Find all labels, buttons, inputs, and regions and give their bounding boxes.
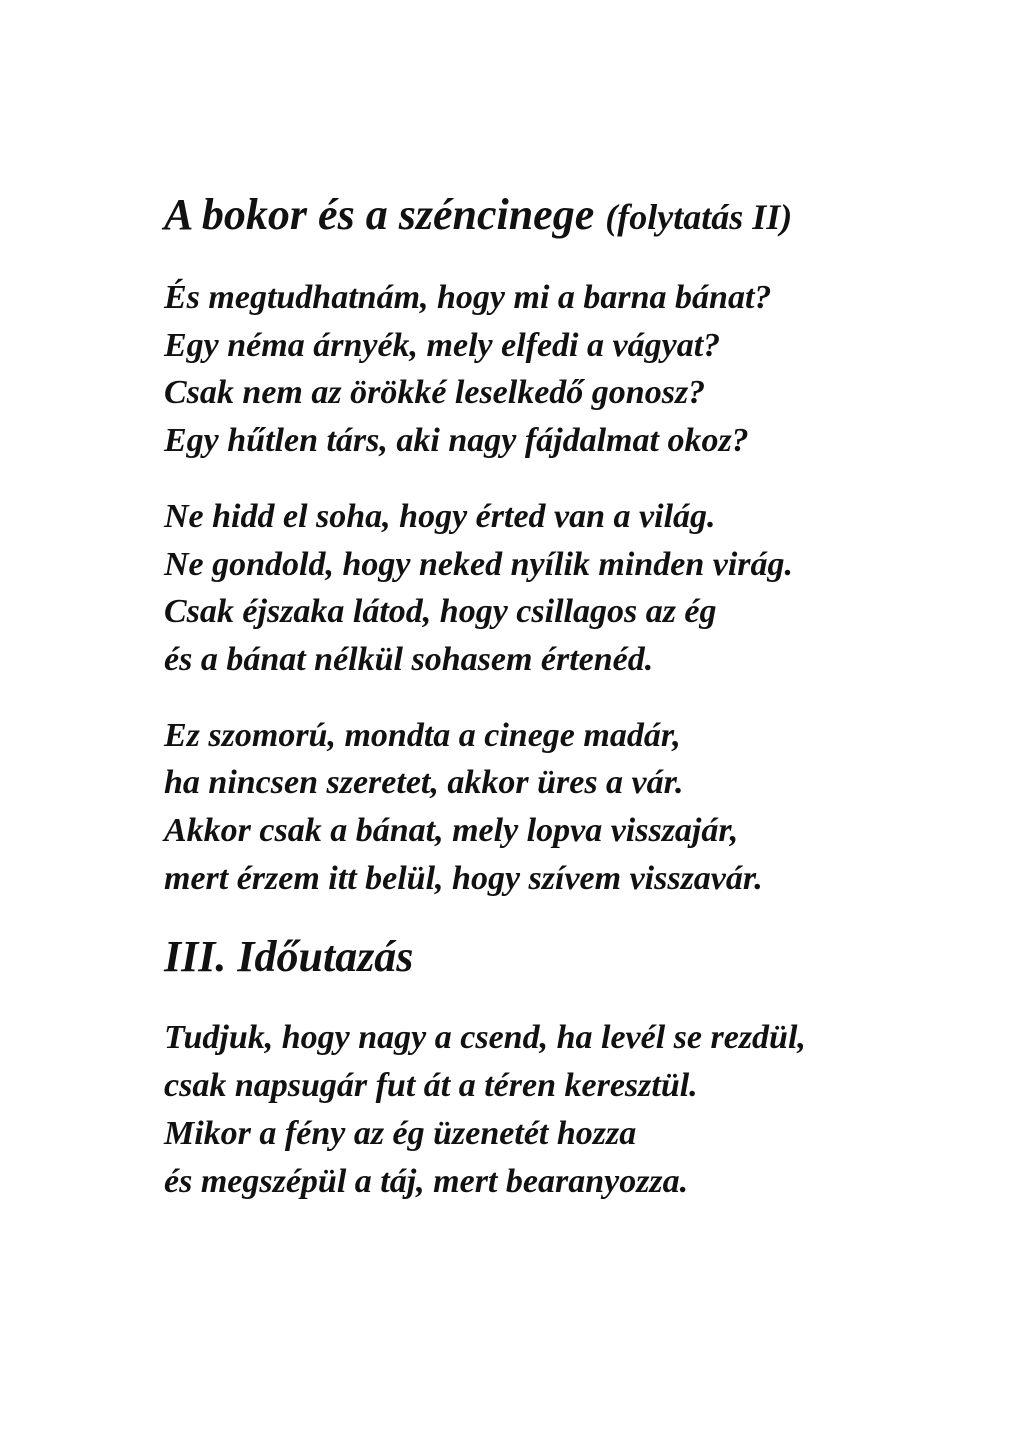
stanza-line: és megszépül a táj, mert bearanyozza. (164, 1162, 689, 1200)
stanza-line: ha nincsen szeretet, akkor üres a vár. (164, 764, 684, 802)
stanza-line: csak napsugár fut át a téren keresztül. (164, 1067, 698, 1105)
stanza-3 (164, 712, 964, 903)
poem-title-main: A bokor és a széncinege (164, 190, 595, 239)
stanza-line: Csak éjszaka látod, hogy csillagos az ég (164, 593, 717, 631)
stanza-line: mert érzem itt belül, hogy szívem visszavár. (164, 859, 763, 897)
stanza-line: és a bánat nélkül sohasem értenéd. (164, 640, 654, 678)
stanza-line: Tudjuk, hogy nagy a csend, ha levél se rezdül, (164, 1019, 806, 1057)
stanza-line: Mikor a fény az ég üzenetét hozza (164, 1114, 637, 1152)
stanza-line: Ne gondold, hogy neked nyílik minden virág. (164, 545, 793, 583)
stanza-line: Csak nem az örökké leselkedő gonosz? (164, 374, 706, 412)
stanza-line: Akkor csak a bánat, mely lopva visszajár, (164, 812, 739, 850)
stanza-line: És megtudhatnám, hogy mi a barna bánat? (164, 279, 772, 316)
stanza-2 (164, 493, 964, 684)
section-title: III. Időutazás (164, 932, 414, 982)
stanza-1 (164, 274, 964, 465)
stanza-line: Ne hidd el soha, hogy érted van a világ. (164, 497, 716, 535)
poem-title-subtitle: (folytatás II) (605, 197, 793, 237)
poem-title (164, 188, 964, 244)
stanza-line: Egy néma árnyék, mely elfedi a vágyat? (164, 326, 721, 364)
stanza-line: Egy hűtlen társ, aki nagy fájdalmat okoz? (164, 422, 749, 460)
stanza-line: Ez szomorú, mondta a cinege madár, (164, 716, 681, 754)
section-stanza-1 (164, 1014, 964, 1205)
poem-page (164, 188, 964, 1233)
